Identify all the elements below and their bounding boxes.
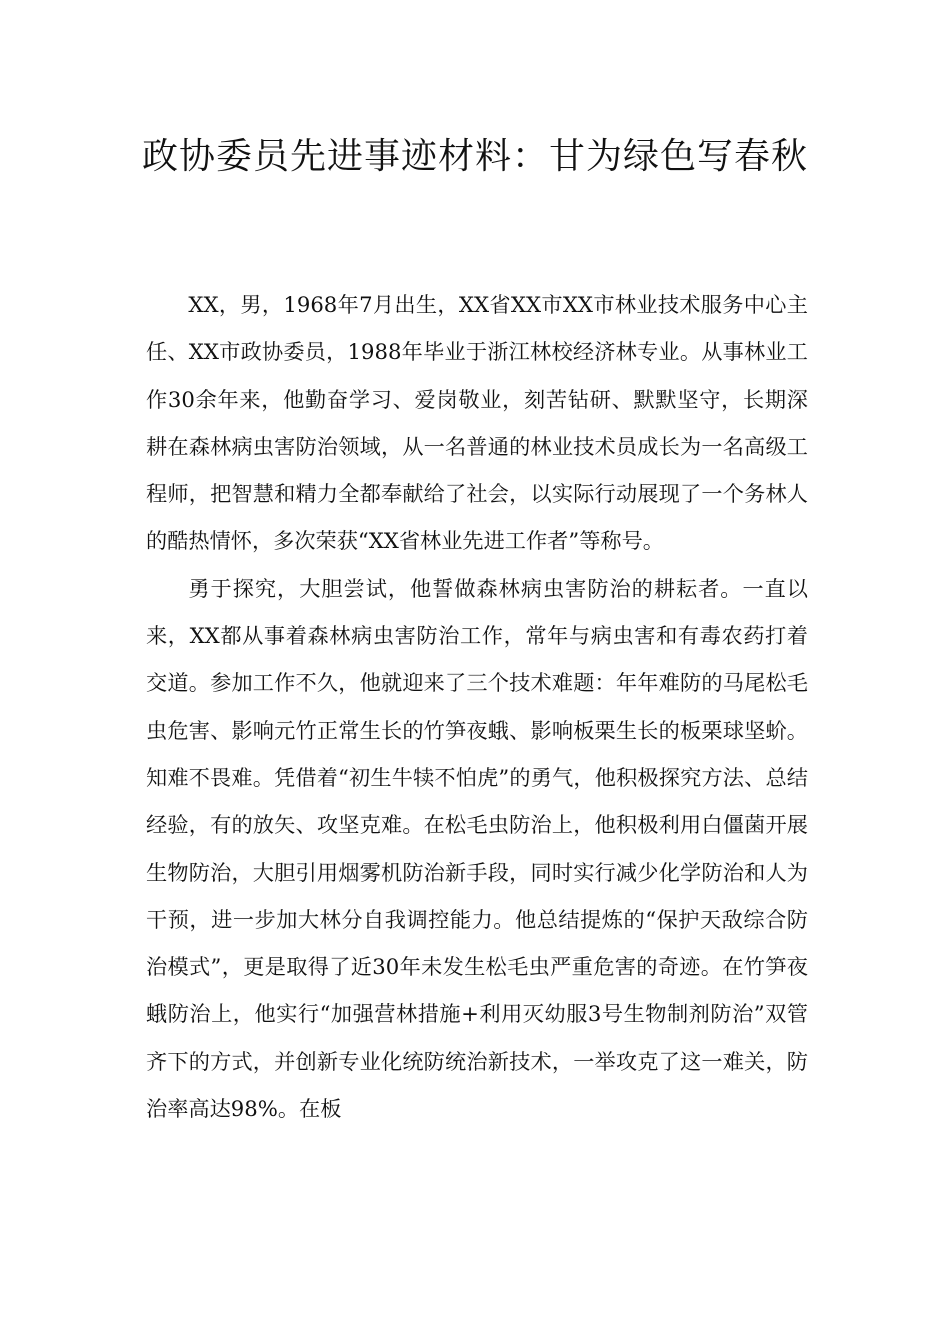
paragraph-intro: XX，男，1968年7月出生，XX省XX市XX市林业技术服务中心主任、XX市政协委员，1988年毕业于浙江林校经济林专业。从事林业工作30余年来，他勤奋学习、爱岗敬业，刻苦钻研、默默坚守，长期深耕在森林病虫害防治领域，从一名普通的林业技术员成长为一名高级工程师，把智慧和精力全都奉献给了社会，以实际行动展现了一个务林人的酷热情怀，多次荣获“XX省林业先进工作者”等称号。 [146, 292, 808, 554]
document-body [146, 281, 808, 1132]
document-title: 政协委员先进事迹材料：甘为绿色写春秋 [141, 136, 808, 177]
paragraph-pest-control: 勇于探究，大胆尝试，他誓做森林病虫害防治的耕耘者。一直以来，XX都从事着森林病虫害防治工作，常年与病虫害和有毒农药打着交道。参加工作不久，他就迎来了三个技术难题：年年难防的马尾松毛虫危害、影响元竹正常生长的竹笋夜蛾、影响板栗生长的板栗球坚蚧。知难不畏难。凭借着“初生牛犊不怕虎”的勇气，他积极探究方法、总结经验，有的放矢、攻坚克难。在松毛虫防治上，他积极利用白僵菌开展生物防治，大胆引用烟雾机防治新手段，同时实行减少化学防治和人为干预，进一步加大林分自我调控能力。他总结提炼的“保护天敌综合防治模式”，更是取得了近30年未发生松毛虫严重危害的奇迹。在竹笋夜蛾防治上，他实行“加强营林措施+利用灭幼服3号生物制剂防治”双管齐下的方式，并创新专业化统防统治新技术，一举攻克了这一难关，防治率高达98%。在板 [146, 575, 808, 1122]
